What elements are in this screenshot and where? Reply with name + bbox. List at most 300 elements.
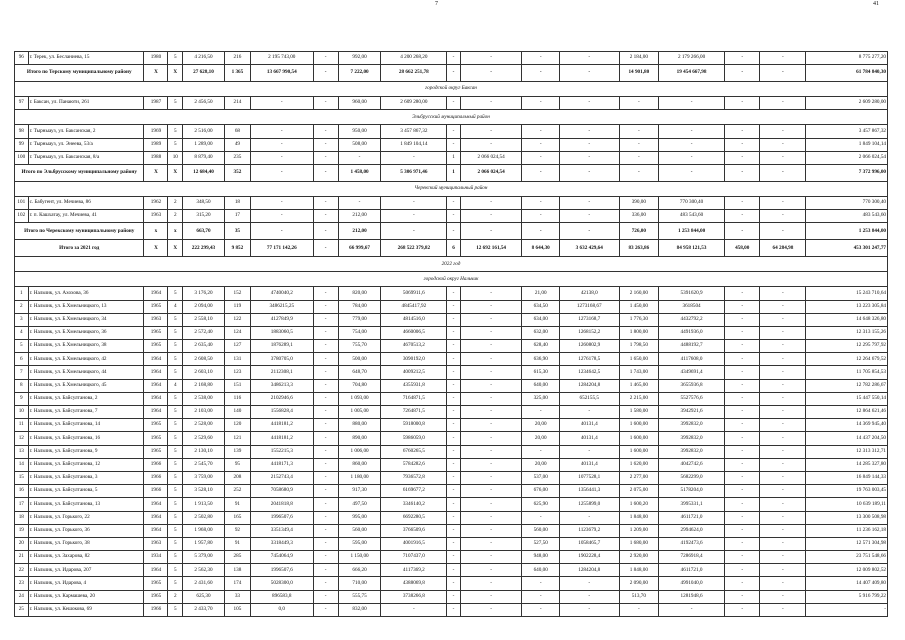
table-cell: 11 705 854,53 [806, 366, 888, 379]
table-cell: 5 [168, 577, 183, 590]
table-cell: - [724, 392, 760, 405]
section-title: городской округ Нальчик [15, 272, 888, 287]
table-cell: 1 849 104,14 [806, 138, 888, 151]
total-cell: 84 958 121,53 [659, 240, 725, 257]
table-cell: 2041818,8 [250, 498, 313, 511]
table-cell: - [724, 471, 760, 484]
table-cell: 1965 [144, 445, 168, 458]
table-cell: - [447, 485, 461, 498]
table-cell: 5069911,6 [381, 287, 447, 300]
table-cell: 1 776,30 [619, 313, 659, 326]
table-cell: - [447, 313, 461, 326]
total-cell: 7 222,00 [338, 65, 381, 82]
table-row [15, 511, 888, 524]
table-cell: 652155,5 [559, 392, 619, 405]
table-cell: - [724, 353, 760, 366]
table-cell: 3351349,4 [250, 524, 313, 537]
total-cell: 77 171 142,26 [250, 240, 313, 257]
table-cell: 1964 [144, 379, 168, 392]
table-cell: - [447, 603, 461, 616]
table-cell: 7107437,0 [381, 551, 447, 564]
table-cell: 4127849,9 [250, 313, 313, 326]
table-cell: 2 066 024,54 [806, 151, 888, 164]
table-cell: - [447, 196, 461, 209]
table-cell: - [760, 406, 806, 419]
table-cell: - [522, 590, 560, 603]
table-cell: - [619, 125, 659, 138]
table-cell: 1964 [144, 524, 168, 537]
total-cell: - [619, 164, 659, 181]
table-cell: 2 516,00 [183, 125, 225, 138]
table-cell: 2 277,00 [619, 471, 659, 484]
table-cell: 5 [168, 564, 183, 577]
table-cell: 20,00 [522, 432, 560, 445]
table-cell: 6692280,5 [381, 511, 447, 524]
table-cell: - [724, 511, 760, 524]
row-number-cell: 25 [15, 603, 29, 616]
row-number-cell: 100 [15, 151, 29, 164]
table-cell: - [313, 353, 338, 366]
table-cell: 2 502,80 [183, 511, 225, 524]
table-cell: - [724, 52, 760, 65]
table-cell: - [447, 210, 461, 223]
table-cell: 4 [168, 379, 183, 392]
address-cell: г. Нальчик, ул. Байсултанова, 13 [28, 498, 144, 511]
table-cell: - [760, 340, 806, 353]
table-cell: - [760, 471, 806, 484]
total-cell: х [144, 223, 168, 240]
table-cell: - [760, 138, 806, 151]
table-cell: 18 [224, 196, 250, 209]
total-cell: - [760, 223, 806, 240]
table-cell: 14 437 204,50 [806, 432, 888, 445]
table-cell: 3738266,8 [381, 590, 447, 603]
table-cell: 8 879,40 [183, 151, 225, 164]
section-header-row [15, 82, 888, 97]
table-cell: 2 215,00 [619, 392, 659, 405]
table-cell: - [724, 313, 760, 326]
total-row [15, 223, 888, 240]
table-cell: - [460, 340, 522, 353]
table-cell: 754,00 [338, 326, 381, 339]
table-cell: 1 005,00 [338, 406, 381, 419]
table-cell: - [250, 125, 313, 138]
table-cell: 4388069,8 [381, 577, 447, 590]
table-cell: 5 [168, 419, 183, 432]
table-cell: - [447, 52, 461, 65]
table-cell: 4192473,6 [659, 537, 725, 550]
table-cell: - [559, 210, 619, 223]
table-cell: - [724, 196, 760, 209]
table-cell: 5 [168, 485, 183, 498]
table-cell: 704,80 [338, 379, 381, 392]
row-number-cell: 20 [15, 537, 29, 550]
total-cell: - [559, 65, 619, 82]
table-cell: 5784282,6 [381, 458, 447, 471]
table-cell: 1 849 104,14 [381, 138, 447, 151]
table-row [15, 196, 888, 209]
table-cell: 4991040,0 [659, 577, 725, 590]
total-cell: - [559, 164, 619, 181]
table-cell: 1964 [144, 392, 168, 405]
table-cell: - [619, 97, 659, 110]
table-cell: - [724, 379, 760, 392]
table-cell: 5527576,6 [659, 392, 725, 405]
total-cell: - [760, 164, 806, 181]
table-cell: - [760, 196, 806, 209]
table-cell: - [559, 138, 619, 151]
table-cell: 348,50 [183, 196, 225, 209]
table-cell: 3766509,6 [381, 524, 447, 537]
table-cell: 235 [224, 151, 250, 164]
table-cell: 1556828,4 [250, 406, 313, 419]
total-cell: X [144, 164, 168, 181]
table-cell: 5682299,0 [659, 471, 725, 484]
table-cell: 779,00 [338, 313, 381, 326]
table-cell: 124 [224, 326, 250, 339]
table-row [15, 406, 888, 419]
address-cell: г. Нальчик, ул. Горького, 22 [28, 511, 144, 524]
row-number-cell: 24 [15, 590, 29, 603]
table-cell: - [447, 97, 461, 110]
table-cell: - [724, 537, 760, 550]
table-cell: - [522, 138, 560, 151]
table-cell: - [760, 551, 806, 564]
table-cell: - [460, 406, 522, 419]
table-row [15, 287, 888, 300]
address-cell: г. Нальчик, ул. Б.Хмельницкого, 44 [28, 366, 144, 379]
table-row [15, 138, 888, 151]
table-row [15, 379, 888, 392]
table-cell: 1281948,6 [659, 590, 725, 603]
table-cell: 2 920,00 [619, 551, 659, 564]
table-cell: 3346140,2 [381, 498, 447, 511]
table-cell: - [559, 125, 619, 138]
section-title: городской округ Баксан [15, 82, 888, 97]
table-cell: 4001916,5 [381, 537, 447, 550]
table-cell: - [760, 366, 806, 379]
table-cell: - [724, 445, 760, 458]
table-cell: 16 849 144,33 [806, 471, 888, 484]
section-title: 2022 год [15, 257, 888, 272]
table-cell: 2 635,40 [183, 340, 225, 353]
table-cell: 3618504 [659, 300, 725, 313]
table-cell: 91 [224, 498, 250, 511]
table-cell: 1996507,6 [250, 511, 313, 524]
table-cell: 5 [168, 432, 183, 445]
row-number-cell: 10 [15, 406, 29, 419]
table-cell: 1964 [144, 564, 168, 577]
total-cell: 61 784 840,30 [806, 65, 888, 82]
table-cell: 138 [224, 564, 250, 577]
table-cell: 500,00 [338, 353, 381, 366]
table-cell: - [724, 406, 760, 419]
table-cell: - [760, 537, 806, 550]
table-cell: - [313, 485, 338, 498]
table-cell: 3655936,8 [659, 379, 725, 392]
address-cell: г. Нальчик, ул. Горького, 38 [28, 537, 144, 550]
table-cell: 1965 [144, 340, 168, 353]
table-cell: 2 608,50 [183, 353, 225, 366]
table-cell: 12 009 802,52 [806, 564, 888, 577]
table-cell: 632,00 [522, 326, 560, 339]
table-cell: - [460, 392, 522, 405]
table-cell: 315,20 [183, 210, 225, 223]
table-cell: 4670513,2 [381, 340, 447, 353]
table-cell: - [313, 419, 338, 432]
table-row [15, 498, 888, 511]
table-cell: 1 968,00 [183, 524, 225, 537]
table-row [15, 524, 888, 537]
table-cell: 1962 [144, 196, 168, 209]
table-cell: 5986059,0 [381, 432, 447, 445]
row-number-cell: 2 [15, 300, 29, 313]
table-cell: - [313, 458, 338, 471]
table-cell: 1058465,7 [559, 537, 619, 550]
table-row [15, 366, 888, 379]
table-cell: - [760, 564, 806, 577]
table-cell: 5 [168, 551, 183, 564]
table-cell: 3 176,20 [183, 287, 225, 300]
table-cell: - [559, 196, 619, 209]
table-cell: 14 407 409,80 [806, 577, 888, 590]
table-cell: 4 [168, 300, 183, 313]
table-cell: - [447, 564, 461, 577]
table-cell: - [760, 590, 806, 603]
table-cell: 648,70 [338, 366, 381, 379]
table-row [15, 52, 888, 65]
table-cell: 1273168,67 [559, 300, 619, 313]
row-number-cell: 21 [15, 551, 29, 564]
table-cell: 2 562,30 [183, 564, 225, 577]
table-cell: 5 [168, 313, 183, 326]
table-cell: 3995331,1 [659, 498, 725, 511]
total-cell: X [168, 240, 183, 257]
table-cell: - [313, 603, 338, 616]
table-row [15, 471, 888, 484]
table-cell: - [724, 125, 760, 138]
row-number-cell: 5 [15, 340, 29, 353]
table-cell: - [460, 445, 522, 458]
table-cell: 2 433,70 [183, 603, 225, 616]
table-cell: 755,70 [338, 340, 381, 353]
table-cell: 1 957,80 [183, 537, 225, 550]
table-cell: - [460, 471, 522, 484]
table-cell: 1964 [144, 498, 168, 511]
table-cell: 13 223 305,84 [806, 300, 888, 313]
total-cell: 212,00 [338, 223, 381, 240]
table-cell: - [724, 551, 760, 564]
table-cell: 1934 [144, 551, 168, 564]
total-cell: 35 [224, 223, 250, 240]
table-cell: 5 [168, 125, 183, 138]
row-number-cell: 17 [15, 498, 29, 511]
table-cell: - [447, 590, 461, 603]
total-label: Итого за 2021 год [15, 240, 144, 257]
table-cell: 5 [168, 52, 183, 65]
table-cell: - [313, 564, 338, 577]
table-cell: 640,00 [522, 564, 560, 577]
table-cell: 634,50 [522, 300, 560, 313]
table-cell: - [760, 52, 806, 65]
total-cell: X [144, 240, 168, 257]
table-cell: 15 243 710,64 [806, 287, 888, 300]
address-cell: г. Нальчик, ул. Байсултанова, 12 [28, 458, 144, 471]
table-cell: - [447, 300, 461, 313]
table-row [15, 419, 888, 432]
table-cell: 23 751 548,66 [806, 551, 888, 564]
table-cell: - [250, 196, 313, 209]
address-cell: с. Бабугент, ул. Мечиева, 86 [28, 196, 144, 209]
table-cell: - [460, 590, 522, 603]
table-cell: 1260802,9 [559, 340, 619, 353]
table-cell: 12 782 286,67 [806, 379, 888, 392]
table-row [15, 125, 888, 138]
table-cell: - [460, 287, 522, 300]
table-cell: - [313, 577, 338, 590]
table-cell: - [313, 300, 338, 313]
total-cell: 28 662 251,78 [381, 65, 447, 82]
table-cell: - [250, 151, 313, 164]
table-row [15, 603, 888, 616]
table-cell: 1356441,3 [559, 485, 619, 498]
total-row [15, 65, 888, 82]
total-cell: X [168, 65, 183, 82]
table-cell: 4355931,8 [381, 379, 447, 392]
row-number-cell: 16 [15, 485, 29, 498]
table-cell: 4 216,50 [183, 52, 225, 65]
address-cell: г. Нальчик, ул. Байсултанова, 9 [28, 445, 144, 458]
table-cell: - [460, 52, 522, 65]
section-title: Эльбрусский муниципальный район [15, 110, 888, 125]
table-row [15, 590, 888, 603]
total-cell: 83 263,86 [619, 240, 659, 257]
table-cell: 4660006,5 [381, 326, 447, 339]
total-cell: 352 [224, 164, 250, 181]
table-cell: - [460, 603, 522, 616]
table-cell: 5 379,00 [183, 551, 225, 564]
address-cell: г. п. Кашхатау, ул. Мечиева, 41 [28, 210, 144, 223]
row-number-cell: 102 [15, 210, 29, 223]
row-number-cell: 7 [15, 366, 29, 379]
table-cell: - [724, 603, 760, 616]
table-cell: 1 650,00 [619, 353, 659, 366]
table-cell: 3486213,3 [250, 379, 313, 392]
total-cell: - [724, 65, 760, 82]
table-cell: - [460, 326, 522, 339]
table-cell: 3942921,6 [659, 406, 725, 419]
row-number-cell: 19 [15, 524, 29, 537]
table-cell: 139 [224, 445, 250, 458]
table-cell: 995,00 [338, 511, 381, 524]
table-cell: - [760, 300, 806, 313]
total-cell: - [522, 164, 560, 181]
table-cell: - [724, 287, 760, 300]
table-cell: - [338, 196, 381, 209]
table-cell: 1 465,00 [619, 379, 659, 392]
table-cell: 1 289,00 [183, 138, 225, 151]
table-cell: - [522, 406, 560, 419]
table-cell: 2 103,00 [183, 406, 225, 419]
row-number-cell: 23 [15, 577, 29, 590]
table-cell: - [760, 524, 806, 537]
total-cell: 1 253 844,00 [659, 223, 725, 240]
row-number-cell: 15 [15, 471, 29, 484]
table-cell: 615,30 [522, 366, 560, 379]
total-label: Итого по Черекскому муниципальному району [15, 223, 144, 240]
total-cell: X [168, 164, 183, 181]
table-cell: 12 571 304,98 [806, 537, 888, 550]
table-cell: 560,00 [522, 524, 560, 537]
table-cell: - [250, 138, 313, 151]
total-cell: - [724, 223, 760, 240]
table-cell: 1964 [144, 406, 168, 419]
table-cell: 880,00 [338, 419, 381, 432]
table-cell: - [760, 511, 806, 524]
table-cell: - [460, 537, 522, 550]
table-cell: 917,30 [338, 485, 381, 498]
table-row [15, 210, 888, 223]
table-cell: - [559, 577, 619, 590]
table-cell: 770 300,40 [806, 196, 888, 209]
table-cell: 2 431,60 [183, 577, 225, 590]
row-number-cell: 22 [15, 564, 29, 577]
table-cell: 527,50 [522, 537, 560, 550]
table-cell: 710,00 [338, 577, 381, 590]
table-cell: 2994624,0 [659, 524, 725, 537]
table-cell: 123 [224, 366, 250, 379]
table-cell: 5028300,0 [250, 577, 313, 590]
table-cell: - [338, 151, 381, 164]
table-cell: 122 [224, 313, 250, 326]
table-cell: - [559, 603, 619, 616]
row-number-cell: 98 [15, 125, 29, 138]
table-cell: 42138,0 [559, 287, 619, 300]
address-cell: г. Нальчик, ул. Идарова, 4 [28, 577, 144, 590]
table-cell: - [724, 210, 760, 223]
table-cell: 1 600,00 [619, 432, 659, 445]
total-cell: 458,00 [724, 240, 760, 257]
table-cell: 4042742,6 [659, 458, 725, 471]
table-cell: 2 090,00 [619, 577, 659, 590]
table-cell: 4432792,2 [659, 313, 725, 326]
table-cell: 1 848,00 [619, 511, 659, 524]
table-cell: 68 [224, 125, 250, 138]
table-cell: - [760, 353, 806, 366]
table-cell: 121 [224, 432, 250, 445]
total-cell: 19 454 667,98 [659, 65, 725, 82]
total-cell: - [381, 223, 447, 240]
table-cell: - [559, 151, 619, 164]
total-cell: - [659, 164, 725, 181]
table-cell: 3 457 867,32 [381, 125, 447, 138]
table-cell: 1 150,00 [338, 551, 381, 564]
table-cell: - [559, 406, 619, 419]
table-row [15, 432, 888, 445]
table-cell: - [447, 577, 461, 590]
table-cell: - [460, 196, 522, 209]
table-cell: - [760, 326, 806, 339]
table-cell: 40131,4 [559, 432, 619, 445]
table-cell: 3 759,00 [183, 471, 225, 484]
table-cell: - [724, 458, 760, 471]
table-cell: 5 [168, 353, 183, 366]
table-cell: 4117608,0 [659, 353, 725, 366]
table-cell: 5 [168, 406, 183, 419]
table-cell: - [313, 313, 338, 326]
table-cell: 2102946,6 [250, 392, 313, 405]
table-cell: - [460, 551, 522, 564]
